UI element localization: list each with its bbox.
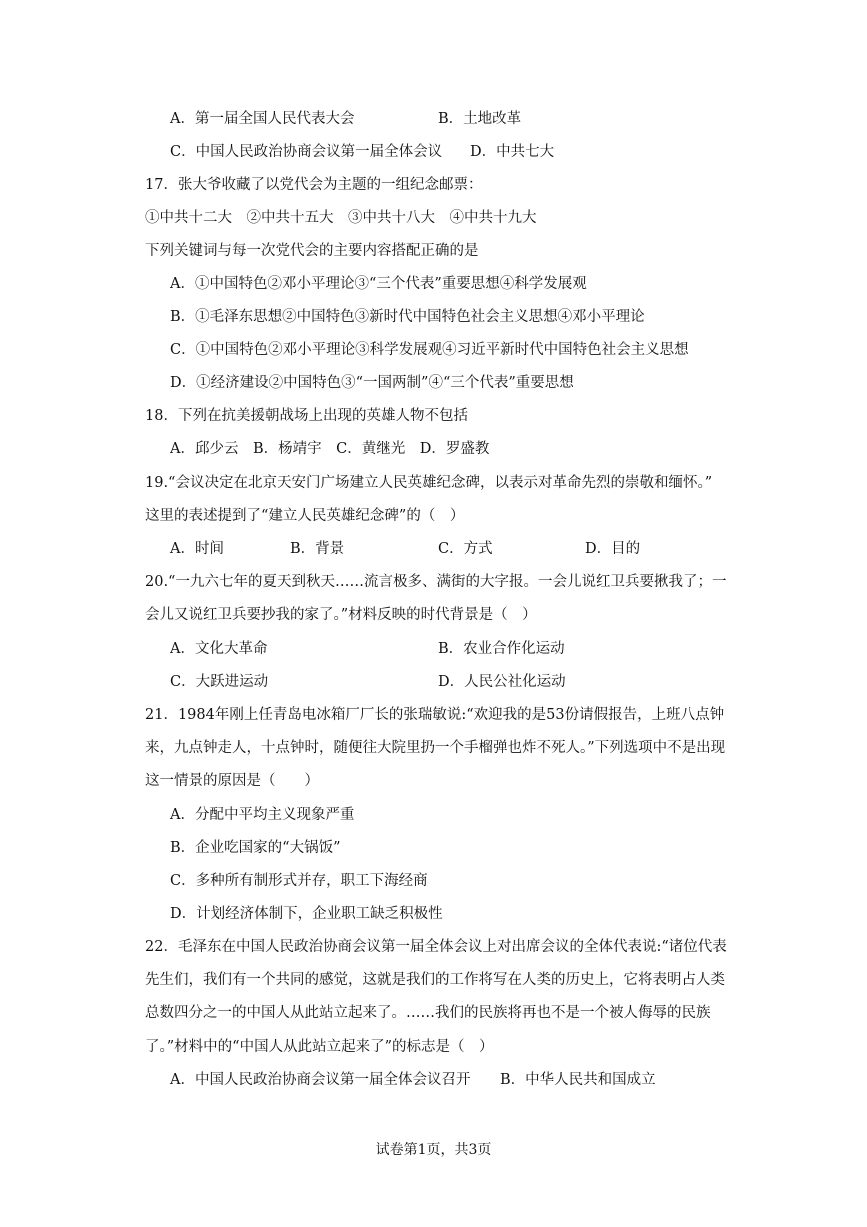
q19-option-a: A．时间 [170, 541, 224, 557]
q17-question: 下列关键词与每一次党代会的主要内容搭配正确的是 [145, 243, 479, 259]
q19-option-c: C．方式 [438, 541, 493, 557]
q22-question: 了。”材料中的“中国人从此站立起来了”的标志是（ ） [145, 1039, 494, 1055]
q21-option-d: D．计划经济体制下，企业职工缺乏积极性 [170, 906, 443, 922]
q20-option-c: C．大跃进运动 [170, 674, 269, 690]
q18-stem: 18．下列在抗美援朝战场上出现的英雄人物不包括 [145, 408, 468, 424]
q21-option-c: C．多种所有制形式并存，职工下海经商 [170, 873, 428, 889]
q19-question: 这里的表述提到了“建立人民英雄纪念碑”的（ ） [145, 508, 465, 524]
q17-option-c: C．①中国特色②邓小平理论③科学发展观④习近平新时代中国特色社会主义思想 [170, 342, 689, 358]
q20-question: 会儿又说红卫兵要抄我的家了。”材料反映的时代背景是（ ） [145, 607, 537, 623]
q19-option-b: B．背景 [290, 541, 345, 557]
q16-option-b: B．土地改革 [438, 111, 522, 127]
q16-option-a: A．第一届全国人民代表大会 [170, 111, 355, 127]
q22-option-a: A．中国人民政治协商会议第一届全体会议召开 [170, 1072, 471, 1088]
q22-stem-3: 总数四分之一的中国人从此站立起来了。……我们的民族将再也不是一个被人侮辱的民族 [145, 1005, 711, 1021]
q17-option-b: B．①毛泽东思想②中国特色③新时代中国特色社会主义思想④邓小平理论 [170, 309, 645, 325]
q21-option-b: B．企业吃国家的“大锅饭” [170, 840, 341, 856]
page-footer: 试卷第1页，共3页 [375, 1142, 492, 1158]
q19-option-d: D．目的 [585, 541, 641, 557]
q20-option-a: A．文化大革命 [170, 641, 268, 657]
q22-stem-2: 先生们，我们有一个共同的感觉，这就是我们的工作将写在人类的历史上，它将表明占人类 [145, 972, 725, 988]
q20-option-b: B．农业合作化运动 [438, 641, 565, 657]
q16-option-c: C．中国人民政治协商会议第一届全体会议 [170, 144, 443, 160]
q17-items: ①中共十二大 ②中共十五大 ③中共十八大 ④中共十九大 [145, 210, 537, 226]
q21-option-a: A．分配中平均主义现象严重 [170, 807, 355, 823]
q17-stem: 17．张大爷收藏了以党代会为主题的一组纪念邮票： [145, 177, 483, 193]
q21-stem-2: 来，九点钟走人，十点钟时，随便往大院里扔一个手榴弹也炸不死人。”下列选项中不是出现 [145, 740, 726, 756]
q17-option-d: D．①经济建设②中国特色③“一国两制”④“三个代表”重要思想 [170, 375, 574, 391]
q16-option-d: D．中共七大 [470, 144, 555, 160]
q20-stem: 20.“一九六七年的夏天到秋天……流言极多、满街的大字报。一会儿说红卫兵要揪我了；一 [145, 574, 727, 590]
q21-question: 这一情景的原因是（ ） [145, 773, 319, 789]
q18-options: A．邱少云 B．杨靖宇 C．黄继光 D．罗盛教 [170, 441, 490, 457]
q22-stem-1: 22．毛泽东在中国人民政治协商会议第一届全体会议上对出席会议的全体代表说:“诸位代表 [145, 939, 727, 955]
q17-option-a: A．①中国特色②邓小平理论③“三个代表”重要思想④科学发展观 [170, 276, 587, 292]
q19-stem: 19.“会议决定在北京天安门广场建立人民英雄纪念碑，以表示对革命先烈的崇敬和缅怀。” [145, 475, 713, 491]
q22-option-b: B．中华人民共和国成立 [500, 1072, 656, 1088]
q21-stem-1: 21．1984年刚上任青岛电冰箱厂厂长的张瑞敏说:“欢迎我的是53份请假报告，上班八点钟 [145, 707, 725, 723]
q20-option-d: D．人民公社化运动 [438, 674, 566, 690]
